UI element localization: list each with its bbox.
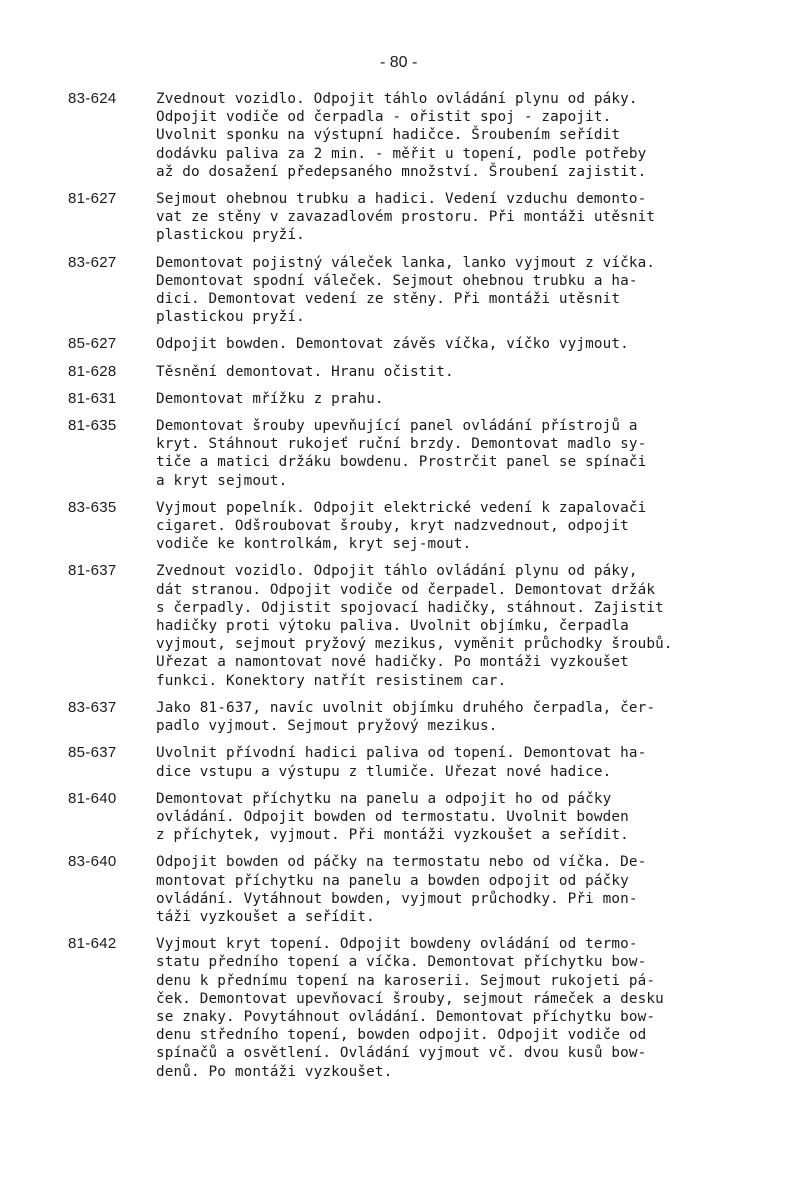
entry-text: Demontovat mřížku z prahu. <box>156 390 384 407</box>
entry-text: Sejmout ohebnou trubku a hadici. Vedení vzduchu demonto- vat ze stěny v zavazadlovém prostoru. Při montáži utěsnit plastickou pryží. <box>156 191 656 244</box>
entry-text: Odpojit bowden. Demontovat závěs víčka, víčko vyjmout. <box>156 336 629 353</box>
entry-text: Odpojit bowden od páčky na termostatu nebo od víčka. De- montovat příchytku na panelu a bowden odpojit od páčky ovládání. Vytáhnout bowden, vyjmout průchodky. Při mon- táži vyzkoušet a seřídit. <box>156 854 647 925</box>
entry <box>68 499 780 554</box>
entry-code: 83-624 <box>68 90 117 107</box>
entry <box>68 254 780 327</box>
entry-code: 83-627 <box>68 253 117 271</box>
entry-text: Vyjmout kryt topení. Odpojit bowdeny ovládání od termo- statu předního topení a víčka. Demontovat příchytku bow- denu k přednímu topení na karoserii. Sejmout rukojeti pá- ček. Demontovat upevňovací šrouby, sejmout rámeček a desku se znaky. Povytáhnout ovládání. Demontovat příchytku bow- denu středního topení, bowden odpojit. Odpojit vodiče od spínačů a osvětlení. Ovládání vyjmout vč. dvou kusů bow- denů. Po montáži vyzkoušet. <box>156 936 664 1080</box>
entry <box>68 935 780 1081</box>
entry-code: 81-642 <box>68 935 117 953</box>
entry <box>68 417 780 490</box>
entry-text: Těsnění demontovat. Hranu očistit. <box>156 363 454 380</box>
entry-code: 85-637 <box>68 744 117 762</box>
entry <box>68 363 780 381</box>
entry <box>68 853 780 926</box>
entry <box>68 335 780 353</box>
entry-text: Zvednout vozidlo. Odpojit táhlo ovládání plynu od páky, dát stranou. Odpojit vodiče od čerpadel. Demontovat držák s čerpadly. Odjistit spojovací hadičky, stáhnout. Zajistit hadičky proti výtoku paliva. Uvolnit objímku, čerpadla vyjmout, sejmout pryžový mezikus, vyměnit průchodky šroubů. Uřezat a namontovat nové hadičky. Po montáži vyzkoušet funkci. Konektory natřít resistinem car. <box>156 563 673 689</box>
entry <box>68 699 780 735</box>
entry-code: 81-637 <box>68 562 117 580</box>
entry-code: 85-627 <box>68 335 117 353</box>
entry-code: 81-640 <box>68 789 117 807</box>
entry-text: Zvednout vozidlo. Odpojit táhlo ovládání plynu od páky. Odpojit vodiče od čerpadla - ořistit spoj - zapojit. Uvolnit sponku na výstupní hadičce. Šroubením seřídit dodávku paliva za 2 min. - měřit u topení, podle potřeby až do dosažení předepsaného množství. Šroubení zajistit. <box>156 91 647 180</box>
entry <box>68 90 780 181</box>
entry-code: 81-627 <box>68 190 117 208</box>
entry <box>68 744 780 780</box>
entry-text: Demontovat pojistný váleček lanka, lanko vyjmout z víčka. Demontovat spodní váleček. Sejmout ohebnou trubku a ha- dici. Demontovat vedení ze stěny. Při montáži utěsnit plastickou pryží. <box>156 254 656 326</box>
entry-code: 83-635 <box>68 498 117 516</box>
entry-text: Vyjmout popelník. Odpojit elektrické vedení k zapalovači cigaret. Odšroubovat šrouby, kryt nadzvednout, odpojit vodiče ke kontrolkám, kryt sej-mout. <box>156 499 647 553</box>
entry-code: 81-628 <box>68 362 117 380</box>
page-number: - 80 - <box>380 54 418 71</box>
entry-text: Uvolnit přívodní hadici paliva od topení. Demontovat ha- dice vstupu a výstupu z tlumiče. Uřezat nové hadice. <box>156 745 647 780</box>
entry <box>68 562 780 689</box>
entry-code: 81-631 <box>68 389 117 407</box>
entry-code: 81-635 <box>68 417 117 435</box>
entry-text: Demontovat šrouby upevňující panel ovládání přístrojů a kryt. Stáhnout rukojeť ruční brzdy. Demontovat madlo sy- tiče a matici držáku bowdenu. Prostrčit panel se spínači a kryt sejmout. <box>156 418 647 489</box>
entries-list <box>68 90 780 1090</box>
entry-text: Jako 81-637, navíc uvolnit objímku druhého čerpadla, čer- padlo vyjmout. Sejmout pryžový mezikus. <box>156 699 656 735</box>
entry <box>68 390 780 408</box>
entry <box>68 190 780 245</box>
entry-text: Demontovat příchytku na panelu a odpojit ho od páčky ovládání. Odpojit bowden od termostatu. Uvolnit bowden z příchytek, vyjmout. Při montáži vyzkoušet a seřídit. <box>156 790 629 844</box>
entry-code: 83-640 <box>68 853 117 871</box>
entry <box>68 790 780 845</box>
entry-code: 83-637 <box>68 698 117 716</box>
